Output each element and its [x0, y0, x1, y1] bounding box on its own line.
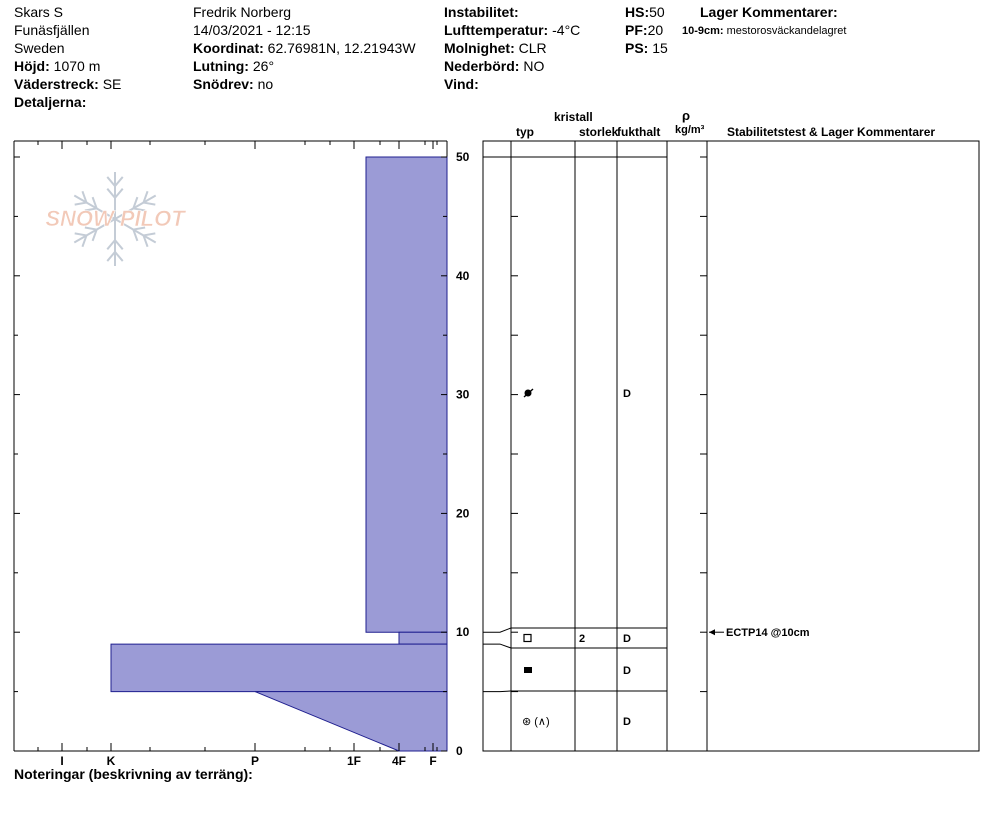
crystal-size-value: 2	[579, 633, 586, 645]
rounded-facets-symbol: ⊛ (∧)	[522, 716, 550, 728]
snowflake-branch	[115, 177, 123, 186]
boundary-connector	[483, 691, 511, 692]
layer-comment-text: mestorosväckandelagret	[726, 25, 847, 37]
pf-value: 20	[647, 22, 664, 38]
snowflake-branch	[107, 189, 115, 198]
slope-label: Lutning:	[193, 58, 249, 74]
pf-label: PF:	[625, 22, 648, 38]
stability-test-label: ECTP14 @10cm	[726, 627, 810, 640]
snowflake-branch	[143, 233, 155, 235]
hardness-tick-label: 4F	[391, 754, 407, 768]
crystal-header: kristall	[554, 110, 593, 124]
instability-label: Instabilitet:	[444, 4, 519, 20]
terrain-notes-label: Noteringar (beskrivning av terräng):	[14, 766, 253, 782]
precip-label: Nederbörd:	[444, 58, 520, 74]
location-name: Skars S	[14, 4, 64, 20]
moisture-value: D	[623, 665, 631, 677]
faceted-rounded-symbol	[524, 667, 532, 673]
stability-arrow-head	[709, 629, 715, 635]
slope-value: 26°	[252, 58, 275, 74]
snowflake-branch	[75, 233, 87, 235]
wind-label: Vind:	[444, 76, 479, 92]
snowflake-branch	[107, 240, 115, 249]
snowflake-branch	[107, 177, 115, 186]
snowflake-branch	[75, 203, 87, 205]
snowflake-branch	[115, 252, 123, 261]
hardness-tick-label: 1F	[346, 754, 362, 768]
moisture-value: D	[623, 633, 631, 645]
hardness-tick-label: F	[429, 754, 437, 768]
depth-tick-label: 10	[456, 625, 470, 640]
observer-name: Fredrik Norberg	[193, 4, 292, 20]
ps-value: 15	[652, 40, 668, 56]
moisture-value: D	[623, 388, 631, 400]
depth-tick-label: 0	[456, 744, 463, 758]
boundary-connector	[483, 644, 511, 648]
area-name: Funäsfjällen	[14, 22, 90, 38]
boundary-connector	[483, 628, 511, 632]
country-name: Sweden	[14, 40, 65, 56]
depth-tick-label: 40	[456, 268, 470, 283]
hardness-bar	[366, 157, 447, 632]
type-header: typ	[516, 125, 534, 139]
hs-value: 50	[649, 4, 665, 20]
faceted-symbol	[524, 635, 531, 642]
depth-tick-label: 30	[456, 387, 470, 402]
hardness-tick-label: K	[106, 754, 116, 768]
hardness-bar	[255, 692, 447, 751]
snowflake-branch	[143, 203, 155, 205]
layer-comments-title-text: Lager Kommentarer:	[700, 4, 838, 20]
layer-table-frame	[483, 141, 979, 751]
logo-text: SNOW PILOT	[45, 206, 185, 231]
hs-label: HS:	[625, 4, 650, 20]
elevation-label: Höjd:	[14, 58, 50, 74]
hardness-bar	[399, 632, 447, 644]
hardness-tick-label: P	[250, 754, 260, 768]
density-unit-header: kg/m³	[675, 124, 705, 136]
snowflake-branch	[115, 240, 123, 249]
airtemp-value: -4°C	[552, 22, 581, 38]
hardness-tick-label: I	[60, 754, 64, 768]
coordinate-label: Koordinat:	[193, 40, 264, 56]
airtemp-label: Lufttemperatur:	[444, 22, 549, 38]
rho-header: ρ	[682, 108, 691, 123]
snowflake-branch	[115, 189, 123, 198]
ps-label: PS:	[625, 40, 649, 56]
snowpilot-logo	[45, 172, 186, 266]
aspect-label: Väderstreck:	[14, 76, 99, 92]
depth-tick-label: 50	[456, 150, 470, 164]
precip-value: NO	[523, 58, 545, 74]
moisture-value: D	[623, 716, 631, 728]
observation-datetime: 14/03/2021 - 12:15	[193, 22, 311, 38]
aspect-value: SE	[102, 76, 122, 92]
moisture-header: fukthalt	[617, 125, 661, 139]
cloud-value: CLR	[518, 40, 547, 56]
coordinate-value: 62.76981N, 12.21943W	[267, 40, 416, 56]
elevation-value: 1070 m	[53, 58, 101, 74]
layer-comment-depth: 10-9cm:	[682, 25, 724, 37]
stability-header: Stabilitetstest & Lager Kommentarer	[727, 125, 936, 139]
depth-tick-label: 20	[456, 506, 470, 521]
layer-table	[483, 141, 979, 751]
size-header: storlek	[579, 125, 619, 139]
drift-label: Snödrev:	[193, 76, 254, 92]
cloud-label: Molnighet:	[444, 40, 515, 56]
drift-value: no	[257, 76, 274, 92]
details-label: Detaljerna:	[14, 94, 87, 110]
snowflake-branch	[107, 252, 115, 261]
hardness-bar	[111, 644, 447, 692]
